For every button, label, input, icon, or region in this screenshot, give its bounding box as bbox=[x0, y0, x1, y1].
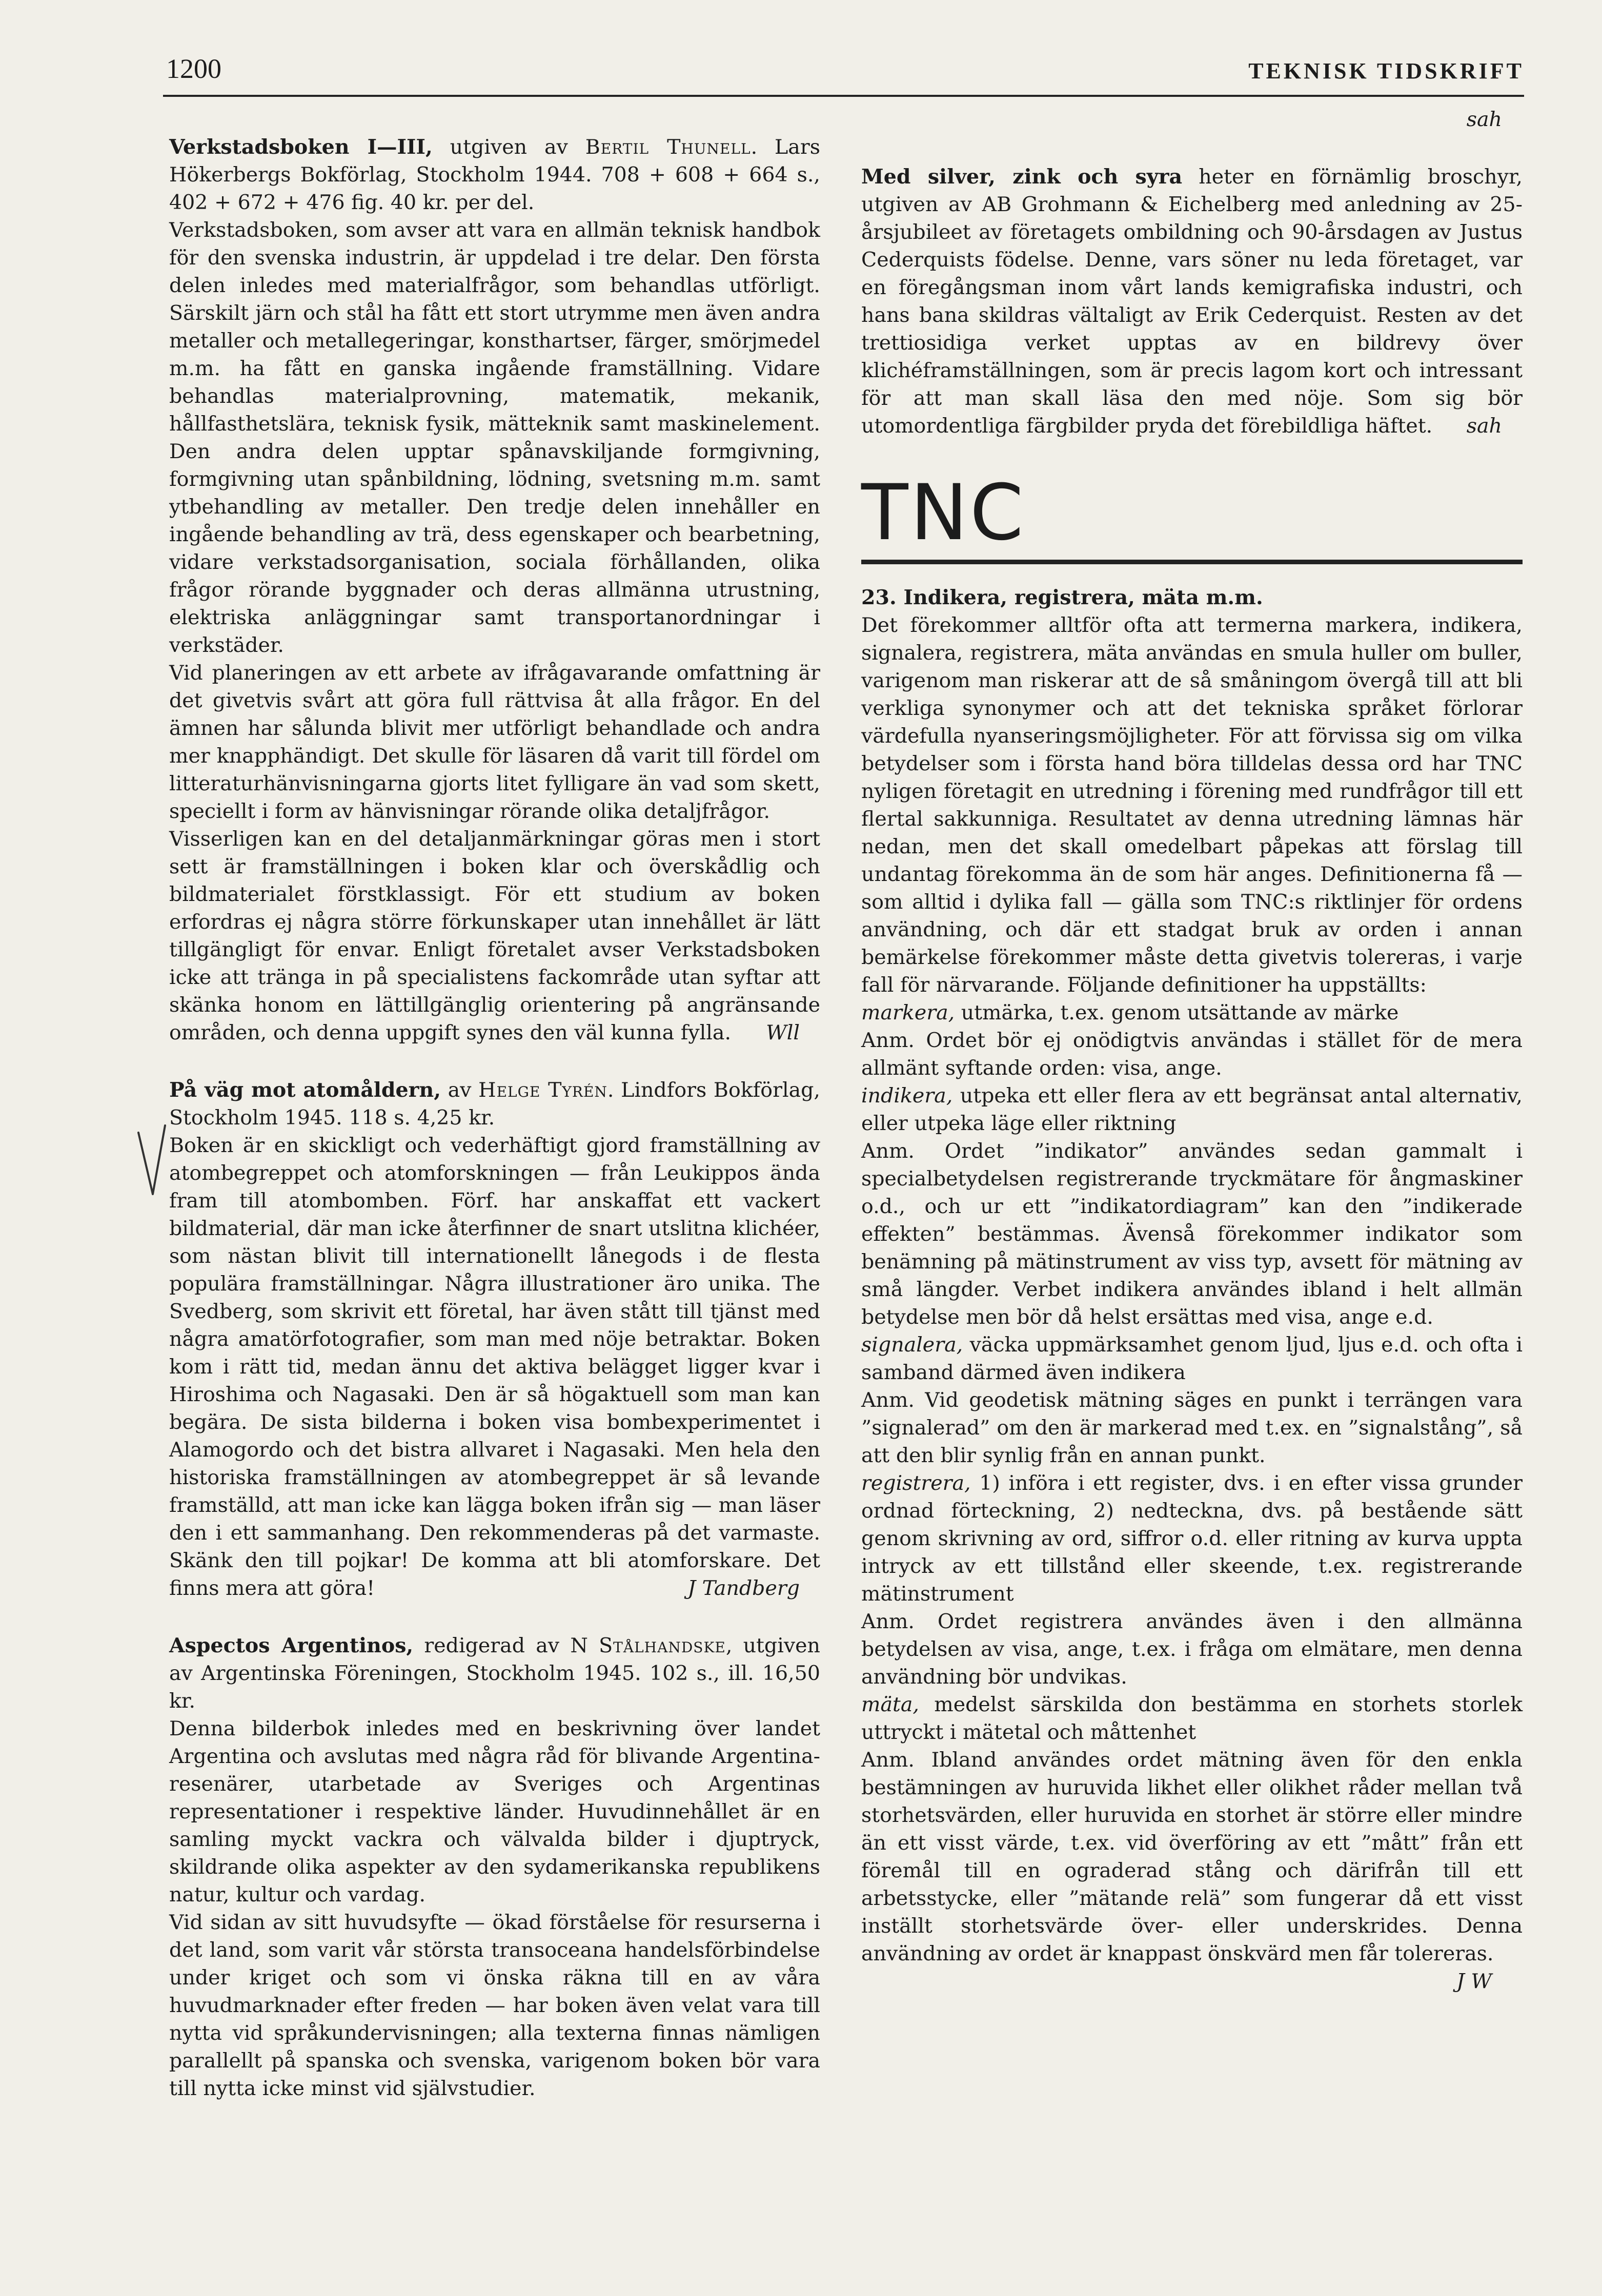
term-note: Anm. Vid geodetisk mätning säges en punkt i terrängen vara ”signalerad” om den är markerad med t.ex. en ”signalstång”, så att den blir synlig från en annan punkt. bbox=[861, 1388, 1523, 1467]
term-definition bbox=[861, 1469, 1523, 1608]
page-header bbox=[163, 49, 1524, 97]
book-author: Stålhandske bbox=[599, 1634, 726, 1657]
review-paragraph: Denna bilderbok inledes med en beskrivning över landet Argentina och avslutas med några råd för blivande Argentina-resenärer, utarbetade av Sveriges och Argentinas representationer i respektive länder. Huvudinnehållet är en samling myckt vackra och välvalda bilder i djuptryck, skildrande olika aspekter av den sydamerikanska republikens natur, kultur och vardag. bbox=[169, 1717, 820, 1906]
review-paragraph: Vid planeringen av ett arbete av ifrågavarande omfattning är det givetvis svårt att göra full rättvisa åt alla frågor. En del ämnen har sålunda blivit mer utförligt behandlade och andra mer knapphändigt. Det skulle för läsaren då varit till fördel om litteraturhänvisningarna gjorts litet fylligare än vad som skett, speciellt i form av hänvisningar rörande olika detaljfrågor. bbox=[169, 661, 820, 823]
left-column bbox=[169, 133, 820, 2132]
term-note-text: Anm. Ibland användes ordet mätning även för den enkla bestämningen av huruvida likhet eller olikhet råder mellan två storhetsvärden, eller huruvida en storhet är större eller mindre än ett visst värde, t.ex. vid överföring av ett ”mått” från ett föremål till en ograderad stång och därifrån till ett arbetsstycke, eller ”mätande relä” som fungerar då ett visst inställt storhetsvärde över- eller underskrides. Denna användning av ordet är knappast önskvärd men får tolereras. bbox=[861, 1748, 1523, 1965]
tnc-divider bbox=[861, 560, 1523, 564]
term-note: Anm. Ordet bör ej onödigtvis användas i stället för de mera allmänt syftande orden: visa, ange. bbox=[861, 1029, 1523, 1080]
reviewer-signature: sah bbox=[1466, 108, 1502, 131]
handwritten-check-mark-icon bbox=[133, 1122, 169, 1199]
review-paragraph-text: Boken är en skickligt och vederhäftigt gjord framställning av atombegreppet och atomforskningen — från Leukippos ända fram till atombomben. Förf. har anskaffat ett vackert bildmaterial, där man icke återfinner de snart utslitna klichéer, som nästan blivit till internationellt lånegods i de flesta populära framställningar. Några illustrationer äro unika. The Svedberg, som skrivit ett företal, har även stått till tjänst med några amatörfotografier, som man med nöje betraktar. Boken kom i rätt tid, medan ännu det aktiva belägget ligger kvar i Hiroshima och Nagasaki. Den är så högaktuell som man kan begära. De sista bilderna i boken visa bombexperimentet i Alamogordo och det bistra allvaret i Nagasaki. Men hela den historiska framställningen av atombegreppet är så levande framställd, att man icke kan lägga boken ifrån sig — man läser den i ett sammanhang. Den rekommenderas på det varmaste. Skänk den till pojkar! De komma att bli atomforskare. Det finns mera att göra! bbox=[169, 1134, 820, 1600]
book-author: Helge Tyrén bbox=[478, 1078, 607, 1102]
term-definition bbox=[861, 1331, 1523, 1386]
term-note: Anm. Ordet registrera användes även i den allmänna betydelsen av visa, ange, t.ex. i fråga om elmätare, men denna användning bör undvikas. bbox=[861, 1610, 1523, 1689]
journal-title: TEKNISK TIDSKRIFT bbox=[1248, 58, 1524, 84]
byline-prefix: redigerad av N bbox=[413, 1634, 599, 1657]
publisher-line: heter en förnämlig broschyr, utgiven av AB Grohmann & Eichelberg med anledning av 25-årsjubileet av företagets ombildning och 90-årsdagen av Justus Cederquists födelse. Denne, vars söner nu leda företaget, var en föregångsman inom vårt lands kemigrafiska industri, och hans bana skildras vältaligt av Erik Cederquist. Resten av det trettiosidiga verket upptas av en bildrevy över klichéframställningen, som är precis lagom kort och intressant för att man skall läsa den med nöje. Som sig bör utomordentliga färgbilder pryda det förebildliga häftet. bbox=[861, 165, 1523, 438]
review-paragraph: Verkstadsboken, som avser att vara en allmän teknisk handbok för den svenska industrin, är uppdelad i tre delar. Den första delen inledes med materialfrågor, som behandlas utförligt. Särskilt järn och stål ha fått ett stort utrymme men även andra metaller och metallegeringar, konsthartser, färger, smörjmedel m.m. ha fått en ganska ingående framställning. Vidare behandlas materialprovning, matematik, mekanik, hållfasthetslära, teknisk fysik, mätteknik samt maskinelement. Den andra delen upptar spånavskiljande formgivning, formgivning utan spånbildning, lödning, svetsning m.m. samt ytbehandling av metaller. Den tredje delen innehåller en ingående behandling av trä, dess egenskaper och bearbetning, vidare verkstadsorganisation, sociala förhållanden, olika frågor rörande byggnader och deras allmänna utrustning, elektriska anläggningar samt transportanordningar i verkstäder. bbox=[169, 218, 820, 657]
section-title: Indikera, registrera, mäta m.m. bbox=[903, 586, 1263, 609]
reviewer-signature: J Tandberg bbox=[687, 1576, 800, 1600]
book-title: Med silver, zink och syra bbox=[861, 165, 1183, 189]
book-title: Aspectos Argentinos, bbox=[169, 1634, 414, 1657]
tnc-section-heading bbox=[861, 584, 1523, 611]
term-definition bbox=[861, 1691, 1523, 1746]
definition: 1) införa i ett register, dvs. i en efter vissa grunder ordnad förteckning, 2) nedteckna, dvs. på bestående sätt genom skrivning av ord, siffror o.d. eller ritning av kurva uppta intryck av ett tillstånd eller skeende, t.ex. registrerande mätinstrument bbox=[861, 1471, 1523, 1606]
review-paragraph bbox=[169, 825, 820, 1047]
review-citation bbox=[169, 133, 820, 216]
byline-prefix: av bbox=[440, 1078, 479, 1102]
term: markera, bbox=[861, 1001, 955, 1024]
term-definition bbox=[861, 1082, 1523, 1137]
book-title: På väg mot atomåldern, bbox=[169, 1078, 441, 1102]
definition: utmärka, t.ex. genom utsättande av märke bbox=[955, 1001, 1399, 1024]
page-number: 1200 bbox=[166, 53, 221, 84]
book-title: Verkstadsboken I—III, bbox=[169, 135, 433, 159]
review-paragraph bbox=[169, 1132, 820, 1602]
term-note: Anm. Ordet ”indikator” användes sedan gammalt i specialbetydelsen registrerande tryckmätare för ångmaskiner o.d., och ur ett ”indikatordiagram” kan den ”indikerade effekten” bestämmas. Ävenså förekommer indikator som benämning på mätinstrument av viss typ, avsett för mätning av små längder. Verbet indikera användes ibland i helt allmän betydelse men bör då helst ersättas med visa, ange e.d. bbox=[861, 1139, 1523, 1329]
tnc-section bbox=[861, 584, 1523, 1995]
term: signalera, bbox=[861, 1333, 963, 1357]
review-paragraph-text: Visserligen kan en del detaljanmärkningar göras men i stort sett är framställningen i boken klar och överskådlig och bildmaterialet förstklassigt. För ett studium av boken erfordras ej några större förkunskaper utan innehållet är lätt tillgängligt för envar. Enligt företalet avser Verkstadsboken icke att tränga in på specialistens fackområde utan syftar att skänka honom en lättillgänglig orientering på angränsande områden, och denna uppgift synes den väl kunna fylla. bbox=[169, 827, 820, 1044]
publisher-line: , utgiven av Argentinska Föreningen, Stockholm 1945. 102 s., ill. 16,50 kr. bbox=[169, 1634, 820, 1713]
right-column bbox=[861, 108, 1523, 1995]
review-aspectos-signature-block bbox=[861, 106, 1523, 133]
publisher-line: . Lindfors Bokförlag, Stockholm 1945. 118 s. 4,25 kr. bbox=[169, 1078, 820, 1130]
byline-prefix: utgiven av bbox=[432, 135, 585, 159]
term: registrera, bbox=[861, 1471, 971, 1495]
definition: medelst särskilda don bestämma en storhets storlek uttryckt i mätetal och måttenhet bbox=[861, 1693, 1523, 1744]
reviewer-signature: Wll bbox=[766, 1021, 800, 1044]
definition: väcka uppmärksamhet genom ljud, ljus e.d. och ofta i samband därmed även indikera bbox=[861, 1333, 1523, 1384]
review-citation bbox=[861, 163, 1523, 440]
review-verkstadsboken bbox=[169, 133, 820, 1047]
review-citation bbox=[169, 1076, 820, 1132]
reviewer-signature: sah bbox=[1466, 414, 1502, 438]
section-number: 23. bbox=[861, 586, 897, 609]
term: indikera, bbox=[861, 1084, 953, 1108]
review-citation bbox=[169, 1632, 820, 1715]
tnc-signature: J W bbox=[1456, 1970, 1492, 1993]
term-note bbox=[861, 1746, 1523, 1993]
review-atomaldern bbox=[169, 1076, 820, 1602]
tnc-logo: TNC bbox=[861, 468, 1026, 558]
publisher-line: . Lars Hökerbergs Bokförlag, Stockholm 1944. 708 + 608 + 664 s., 402 + 672 + 476 fig. 40 kr. per del. bbox=[169, 135, 820, 214]
review-med-silver bbox=[861, 163, 1523, 440]
review-paragraph: Vid sidan av sitt huvudsyfte — ökad förståelse för resurserna i det land, som varit vår största transoceana handelsförbindelse under kriget och som vi önska räkna till en av våra huvudmarknader efter freden — har boken även velat vara till nytta vid språkundervisningen; alla texterna finnas nämligen parallellt på spanska och svenska, varigenom boken bör vara till nytta icke minst vid självstudier. bbox=[169, 1911, 820, 2100]
term-definition bbox=[861, 999, 1523, 1027]
definition: utpeka ett eller flera av ett begränsat antal alternativ, eller utpeka läge eller riktning bbox=[861, 1084, 1523, 1135]
term: mäta, bbox=[861, 1693, 919, 1716]
review-aspectos-argentinos bbox=[169, 1632, 820, 2102]
book-author: Bertil Thunell bbox=[585, 135, 751, 159]
tnc-intro: Det förekommer alltför ofta att termerna markera, indikera, signalera, registrera, mäta användas en smula huller om buller, varigenom man riskerar att de så småningom övergå till att bli verkliga synonymer och att det tekniska språket förlorar värdefulla nyanseringsmöjligheter. För att förvissa sig om vilka betydelser som i första hand böra tilldelas dessa ord har TNC nyligen företagit en utredning i förening med rundfrågor till ett flertal sakkunniga. Resultatet av denna utredning lämnas här nedan, men det skall omedelbart påpekas att förslag till undantag förekomma än de som här anges. Definitionerna få — som alltid i dylika fall — gälla som TNC:s riktlinjer för ordens användning, och där ett stadgat bruk av orden i annan bemärkelse förekommer måste detta givetvis tolereras, i varje fall för närvarande. Följande definitioner ha uppställts: bbox=[861, 613, 1523, 997]
